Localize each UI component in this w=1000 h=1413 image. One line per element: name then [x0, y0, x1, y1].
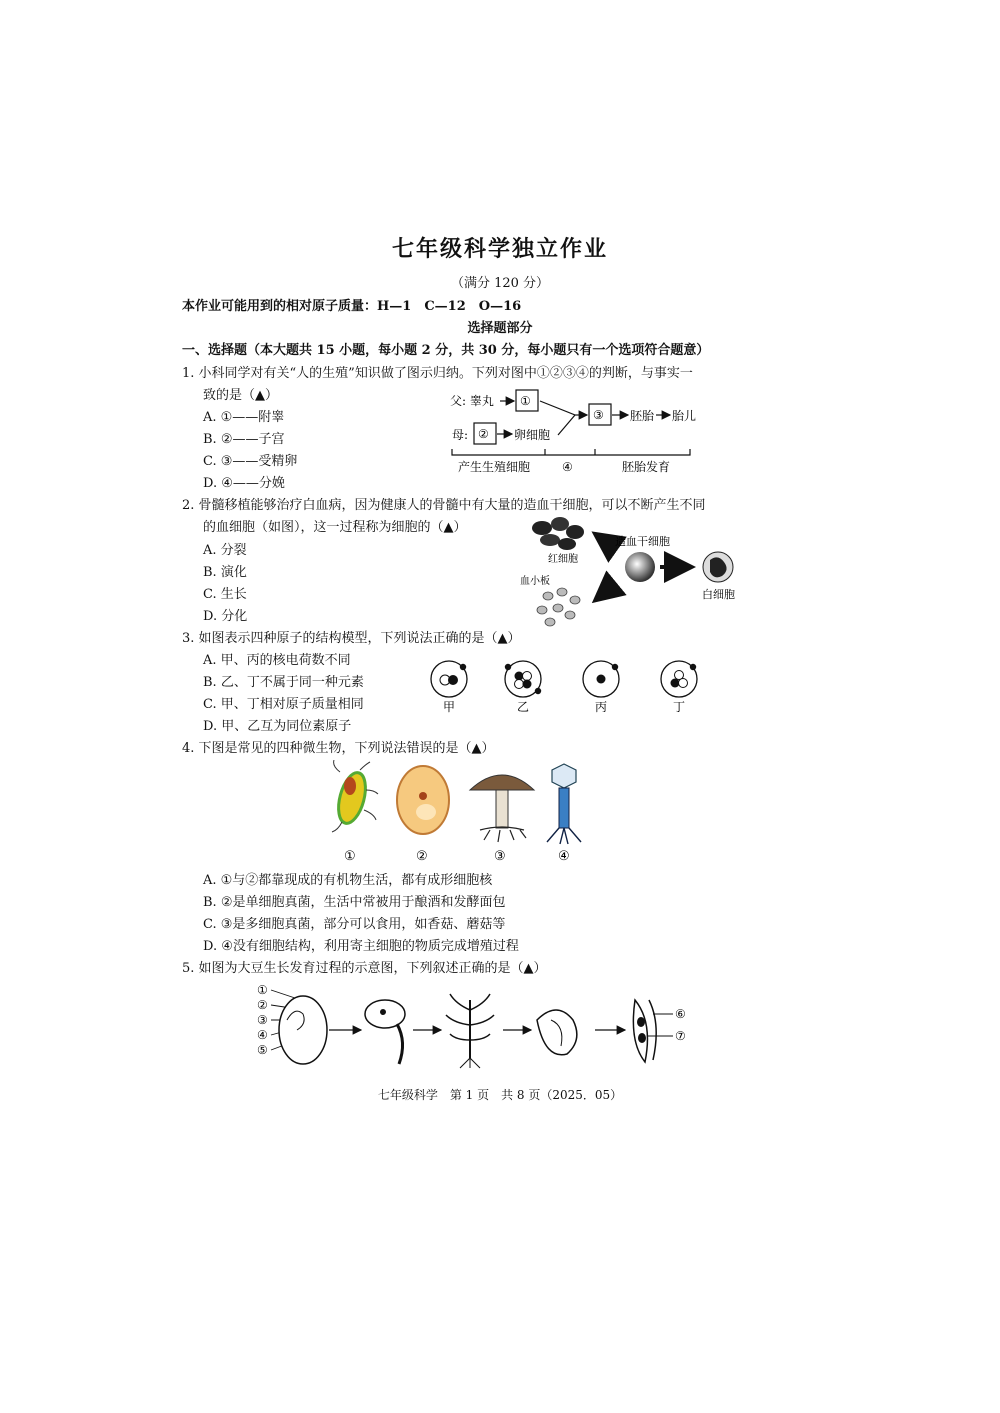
bacterium-icon	[332, 760, 378, 832]
soybean-plant-icon	[446, 994, 494, 1068]
atom-yi-icon	[505, 661, 541, 697]
svg-text:①: ①	[257, 983, 268, 997]
atom-ding-icon	[661, 661, 697, 697]
q1-box2: ②	[478, 427, 489, 441]
q2-option-d[interactable]: D. 分化	[203, 609, 248, 624]
q3-option-c[interactable]: C. 甲、丁相对原子质量相同	[203, 697, 364, 712]
q1-bracket-label1: 产生生殖细胞	[458, 460, 531, 474]
q1-option-d[interactable]: D. ④——分娩	[203, 476, 285, 491]
q4-label-2: ②	[416, 849, 428, 864]
atom-bing-icon	[583, 661, 619, 697]
q4-option-a[interactable]: A. ①与②都靠现成的有机物生活，都有成形细胞核	[203, 873, 493, 888]
q5-label-7: ⑦	[675, 1029, 686, 1043]
atom-ding-label: 丁	[673, 700, 686, 714]
page-footer: 七年级科学 第 1 页 共 8 页（2025．05）	[377, 1088, 623, 1102]
q1-stem-line1: 1. 小科同学对有关“人的生殖”知识做了图示归纳。下列对图中①②③④的判断，与事实一	[182, 366, 693, 381]
q2-rbc-label: 红细胞	[548, 554, 578, 565]
q5-seed-labels	[257, 983, 268, 1057]
q4-stem: 4. 下图是常见的四种微生物，下列说法错误的是（▲）	[182, 741, 495, 756]
q1-reproduction-diagram	[440, 385, 710, 480]
stem-cell-icon	[625, 552, 655, 582]
q2-option-c[interactable]: C. 生长	[203, 587, 247, 602]
q1-fetus-label: 胎儿	[672, 409, 697, 423]
q4-microbes	[320, 760, 600, 865]
q2-option-b[interactable]: B. 演化	[203, 565, 247, 580]
q3-atom-models	[425, 655, 715, 720]
q3-option-d[interactable]: D. 甲、乙互为同位素原子	[203, 719, 352, 734]
q4-option-d[interactable]: D. ④没有细胞结构，利用寄主细胞的物质完成增殖过程	[203, 939, 519, 954]
atom-jia-label: 甲	[443, 700, 456, 714]
section-heading: 一、选择题（本大题共 15 小题，每小题 2 分，共 30 分，每小题只有一个选项符合题意）	[182, 343, 710, 358]
q4-label-1: ①	[344, 849, 356, 864]
q1-option-b[interactable]: B. ②——子宫	[203, 432, 285, 447]
q4-label-3: ③	[494, 849, 506, 864]
q2-stem-line2: 的血细胞（如图），这一过程称为细胞的（▲）	[203, 520, 467, 535]
svg-text:④: ④	[257, 1028, 268, 1042]
q2-platelet-label: 血小板	[520, 576, 550, 587]
q1-option-c[interactable]: C. ③——受精卵	[203, 454, 298, 469]
q5-soybean-diagram	[255, 980, 705, 1070]
germinating-seed-icon	[365, 1000, 405, 1064]
q4-option-c[interactable]: C. ③是多细胞真菌，部分可以食用，如香菇、蘑菇等	[203, 917, 506, 932]
mushroom-icon	[470, 775, 534, 842]
atom-jia-icon	[431, 661, 467, 697]
page-title: 七年级科学独立作业	[391, 236, 608, 262]
q2-blood-cell-diagram	[520, 510, 760, 632]
part-heading: 选择题部分	[467, 321, 533, 336]
q3-stem: 3. 如图表示四种原子的结构模型，下列说法正确的是（▲）	[182, 631, 521, 646]
q1-box1: ①	[520, 394, 531, 408]
q5-label-6: ⑥	[675, 1007, 686, 1021]
yeast-icon	[397, 766, 449, 834]
atom-bing-label: 丙	[595, 700, 608, 714]
platelet-icon	[537, 588, 580, 626]
q1-bracket-label2: ④	[562, 460, 573, 474]
q2-option-a[interactable]: A. 分裂	[203, 543, 247, 558]
atomic-mass-note: 本作业可能用到的相对原子质量：H—1 C—12 O—16	[182, 299, 522, 314]
svg-text:③: ③	[257, 1013, 268, 1027]
q2-stem-line1: 2. 骨髓移植能够治疗白血病，因为健康人的骨髓中有大量的造血干细胞，可以不断产生不同	[182, 498, 706, 513]
soybean-flower-icon	[537, 1010, 577, 1055]
red-blood-cell-icon	[532, 517, 584, 550]
q4-label-4: ④	[558, 849, 570, 864]
svg-text:②: ②	[257, 998, 268, 1012]
atom-yi-label: 乙	[517, 700, 530, 714]
q1-father-label: 父: 睾丸	[450, 394, 494, 408]
q3-option-b[interactable]: B. 乙、丁不属于同一种元素	[203, 675, 364, 690]
q2-wbc-label: 白细胞	[702, 588, 735, 601]
q5-stem: 5. 如图为大豆生长发育过程的示意图，下列叙述正确的是（▲）	[182, 961, 547, 976]
virus-icon	[547, 764, 581, 844]
q2-stem-cell-label: 造血干细胞	[615, 535, 670, 548]
score-note: （满分 120 分）	[450, 276, 550, 291]
q1-stem-line2: 致的是（▲）	[203, 388, 278, 403]
white-blood-cell-icon	[703, 552, 733, 582]
q3-option-a[interactable]: A. 甲、丙的核电荷数不同	[203, 653, 351, 668]
q4-option-b[interactable]: B. ②是单细胞真菌，生活中常被用于酿酒和发酵面包	[203, 895, 506, 910]
q1-mother-label: 母:	[452, 428, 469, 442]
q1-option-a[interactable]: A. ①——附睾	[203, 410, 285, 425]
q1-bracket-label3: 胚胎发育	[622, 460, 671, 474]
q1-embryo-label: 胚胎	[630, 409, 655, 423]
soybean-pod-icon	[633, 1000, 656, 1062]
svg-text:⑤: ⑤	[257, 1043, 268, 1057]
q1-egg-label: 卵细胞	[514, 428, 551, 442]
soybean-seed-icon	[279, 996, 327, 1064]
q1-box3: ③	[593, 408, 604, 422]
